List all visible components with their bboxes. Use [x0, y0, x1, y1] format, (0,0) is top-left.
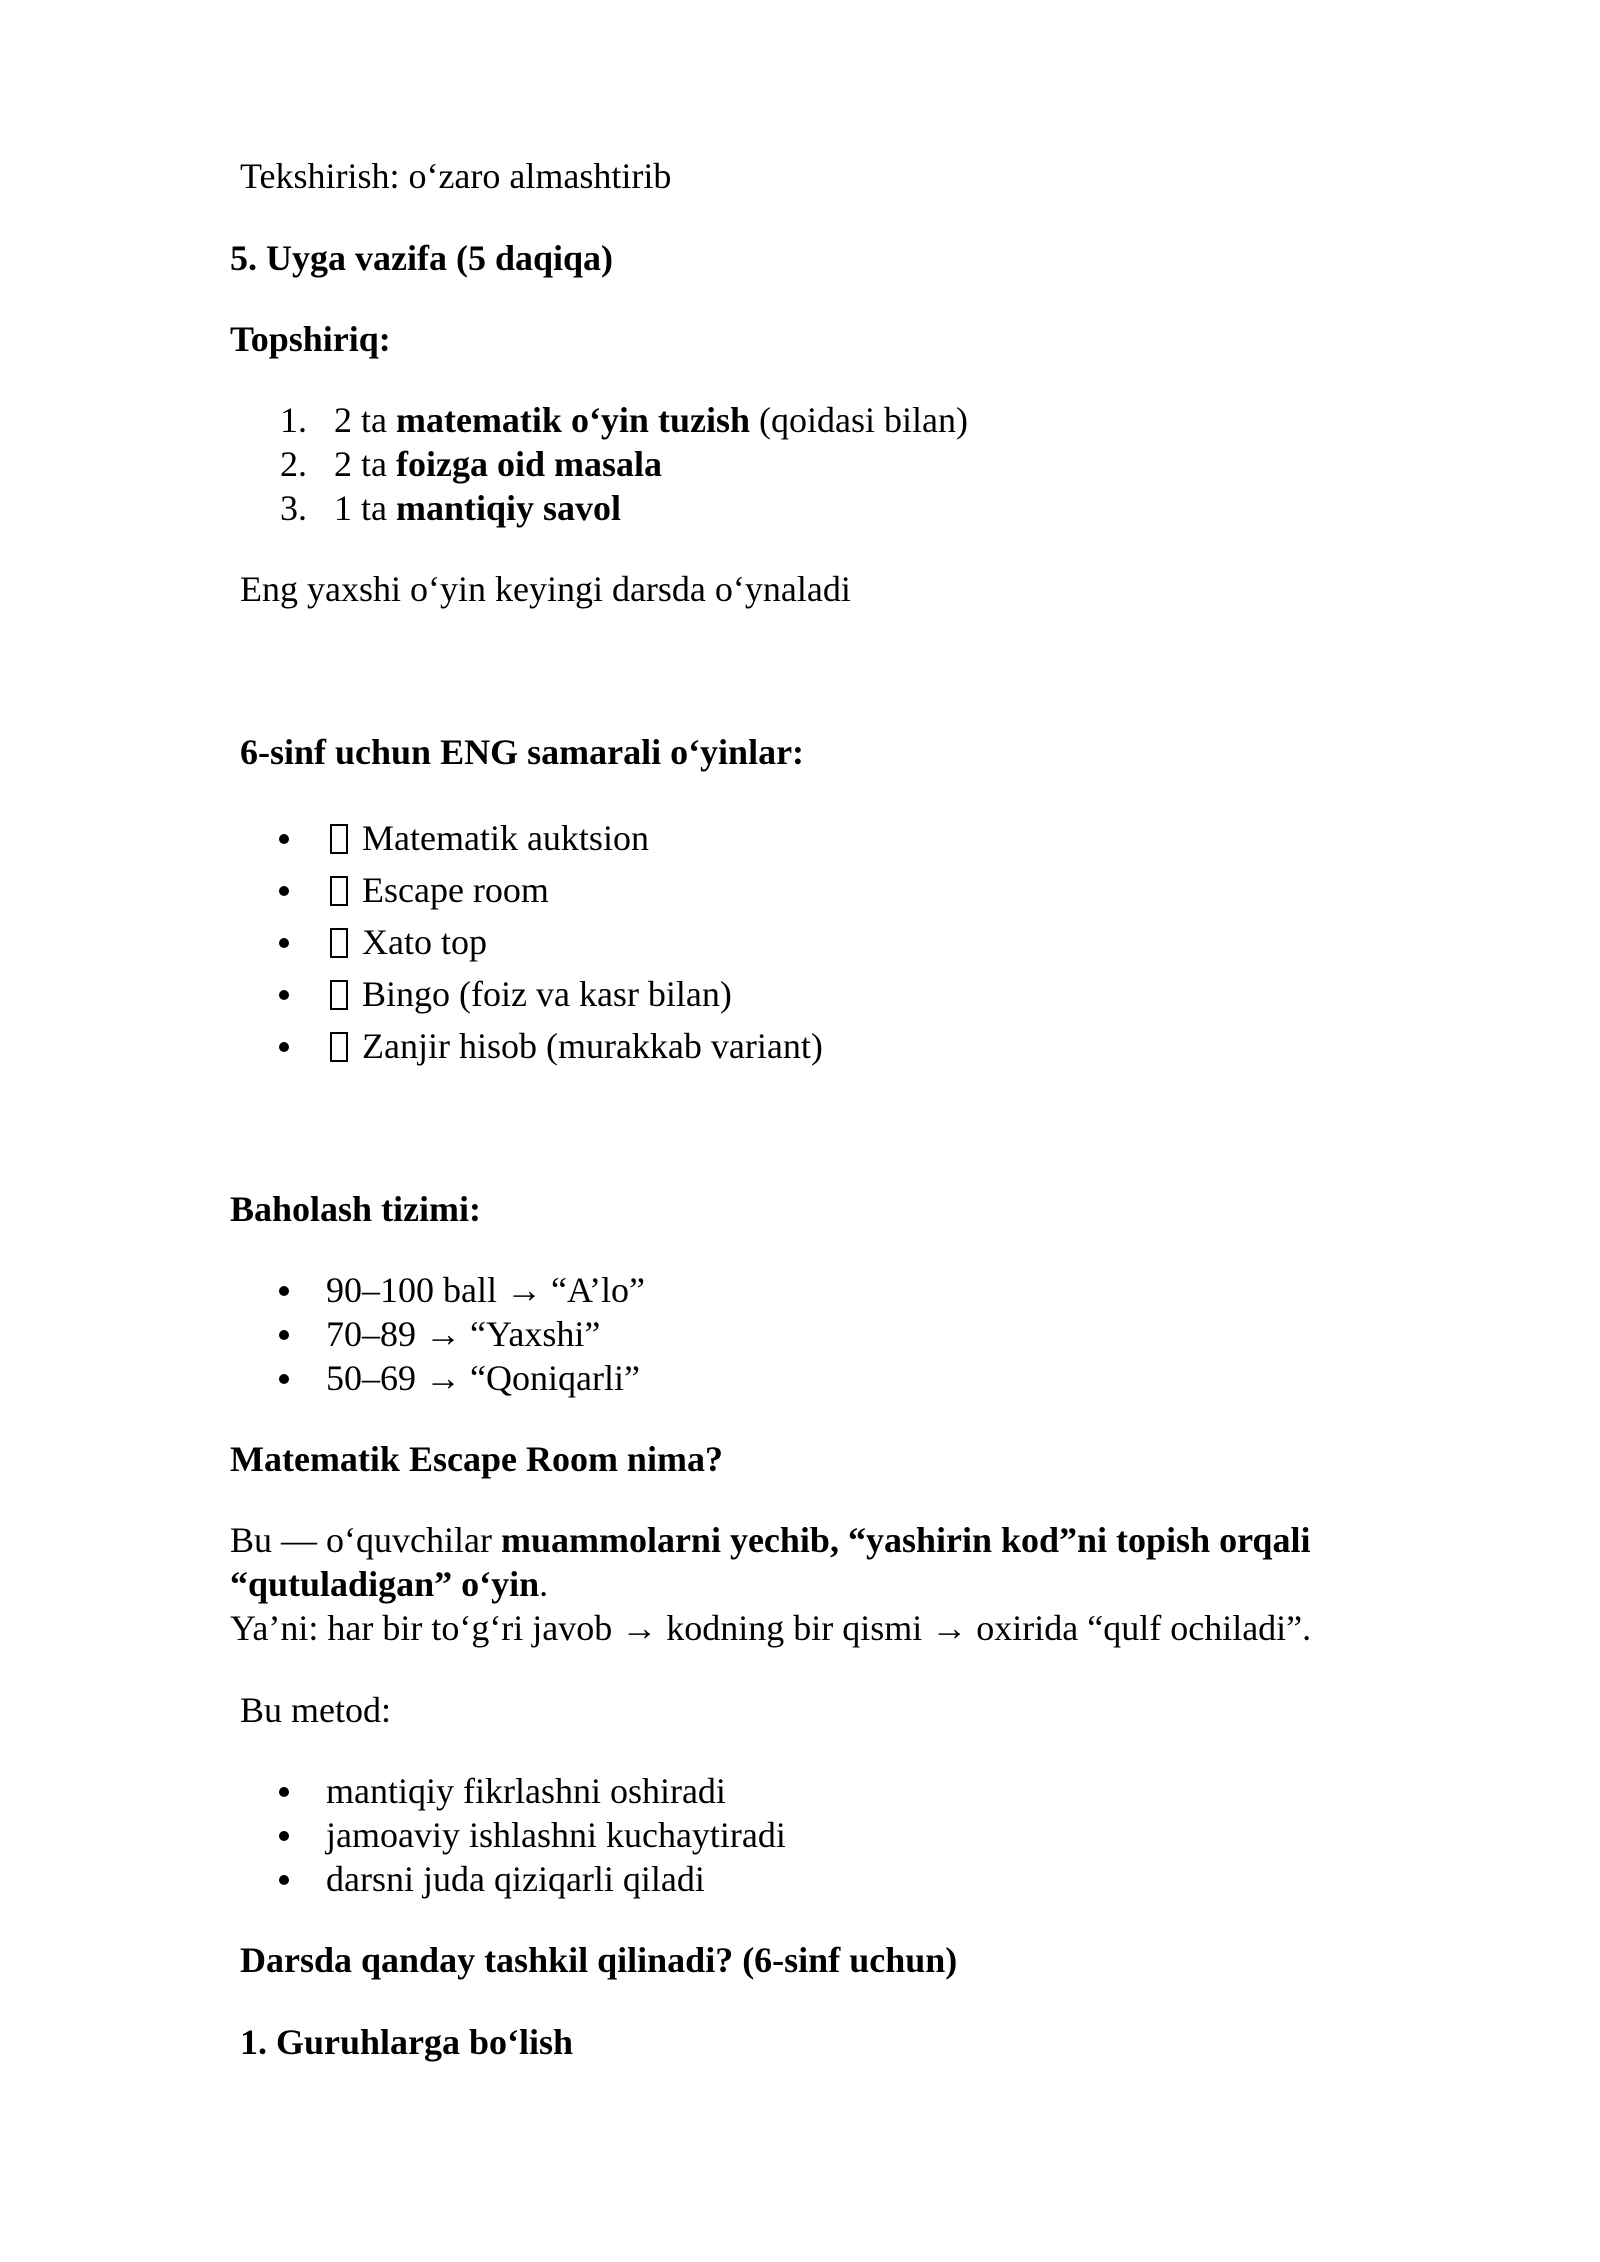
list-item: darsni juda qiziqarli qiladi [326, 1859, 705, 1899]
homework-note: Eng yaxshi o‘yin keyingi darsda o‘ynaladi [240, 569, 851, 609]
list-item [330, 924, 487, 960]
item-text: Zanjir hisob (murakkab variant) [362, 1026, 823, 1066]
missing-glyph-icon [330, 824, 348, 854]
list-item: 90–100 ball → “A’lo” [326, 1270, 645, 1310]
bullet-icon [279, 1374, 289, 1384]
list-item: 50–69 → “Qoniqarli” [326, 1358, 640, 1398]
escape-paragraph-line1 [230, 1522, 1310, 1558]
paragraph-bold: “qutuladigan” o‘yin [230, 1564, 540, 1604]
bullet-icon [279, 990, 289, 1000]
list-item: jamoaviy ishlashni kuchaytiradi [326, 1815, 786, 1855]
escape-paragraph-line2 [230, 1566, 548, 1602]
missing-glyph-icon [330, 1032, 348, 1062]
item-text: Bingo (foiz va kasr bilan) [362, 974, 732, 1014]
item-bold: foizga oid masala [395, 444, 662, 484]
item-number: 1. [280, 400, 307, 440]
escape-heading: Matematik Escape Room nima? [230, 1439, 723, 1479]
bullet-icon [279, 1330, 289, 1340]
bullet-icon [279, 1875, 289, 1885]
list-item [330, 872, 549, 908]
homework-heading: 5. Uyga vazifa (5 daqiqa) [230, 238, 614, 278]
organize-step-1: 1. Guruhlarga bo‘lish [240, 2022, 574, 2062]
missing-glyph-icon [330, 980, 348, 1010]
item-number: 3. [280, 488, 307, 528]
games-heading: 6-sinf uchun ENG samarali o‘yinlar: [240, 732, 805, 772]
item-text: Xato top [362, 922, 487, 962]
bullet-icon [279, 1042, 289, 1052]
grading-heading: Baholash tizimi: [230, 1189, 482, 1229]
item-text: Matematik auktsion [362, 818, 649, 858]
missing-glyph-icon [330, 876, 348, 906]
organize-heading: Darsda qanday tashkil qilinadi? (6-sinf uchun) [240, 1940, 958, 1980]
list-item [280, 402, 968, 438]
bullet-icon [279, 1787, 289, 1797]
paragraph-bold: muammolarni yechib, “yashirin kod”ni topish orqali [500, 1520, 1311, 1560]
list-item [330, 1028, 823, 1064]
bullet-icon [279, 834, 289, 844]
list-item [330, 976, 732, 1012]
item-suffix: (qoidasi bilan) [749, 400, 968, 440]
task-label: Topshiriq: [230, 319, 391, 359]
list-item: mantiqiy fikrlashni oshiradi [326, 1771, 726, 1811]
item-text: 2 ta [334, 400, 396, 440]
item-bold: matematik o‘yin tuzish [395, 400, 750, 440]
item-bold: mantiqiy savol [395, 488, 622, 528]
list-item [280, 446, 662, 482]
item-text: 1 ta [334, 488, 396, 528]
list-item: 70–89 → “Yaxshi” [326, 1314, 601, 1354]
check-line: Tekshirish: o‘zaro almashtirib [240, 156, 672, 196]
paragraph-text: Bu — o‘quvchilar [230, 1520, 501, 1560]
list-item [330, 820, 649, 856]
paragraph-text: . [539, 1564, 549, 1604]
item-number: 2. [280, 444, 307, 484]
bullet-icon [279, 1286, 289, 1296]
escape-paragraph-2: Ya’ni: har bir to‘g‘ri javob → kodning bir qismi → oxirida “qulf ochiladi”. [230, 1608, 1312, 1648]
list-item [280, 490, 621, 526]
method-label: Bu metod: [240, 1690, 391, 1730]
item-text: Escape room [362, 870, 549, 910]
bullet-icon [279, 938, 289, 948]
bullet-icon [279, 1831, 289, 1841]
bullet-icon [279, 886, 289, 896]
item-text: 2 ta [334, 444, 396, 484]
missing-glyph-icon [330, 928, 348, 958]
